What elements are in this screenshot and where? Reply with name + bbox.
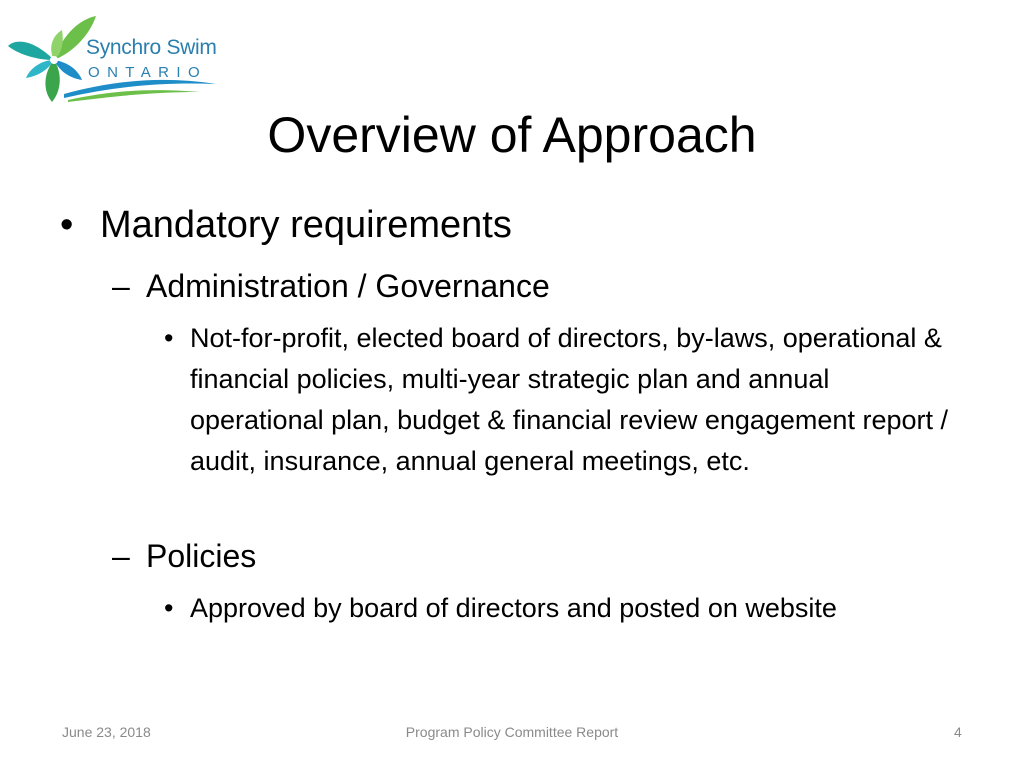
- footer-date: June 23, 2018: [62, 724, 151, 740]
- dash-marker: –: [112, 538, 130, 574]
- bullet-text: Approved by board of directors and posted on website: [190, 593, 837, 623]
- bullet-marker: •: [164, 593, 174, 623]
- logo-text-synchro-swim: Synchro Swim: [86, 36, 217, 59]
- bullet-text: Administration / Governance: [146, 268, 550, 304]
- slide-title: Overview of Approach: [267, 107, 757, 163]
- bullet-text: Not-for-profit, elected board of directors, by-laws, operational & financial policies, multi-year strategic plan and annual operational plan, budget & financial review engagement report / audit, insurance, annual general meetings, etc.: [190, 323, 948, 476]
- dash-marker: –: [112, 268, 130, 304]
- page-number: 4: [954, 724, 962, 740]
- bullet-text: Policies: [146, 538, 257, 574]
- bullet-marker: •: [60, 204, 74, 246]
- bullet-marker: •: [164, 323, 174, 353]
- logo-text-ontario: ONTARIO: [88, 64, 208, 81]
- footer-title: Program Policy Committee Report: [405, 724, 619, 740]
- bullet-text: Mandatory requirements: [100, 204, 512, 246]
